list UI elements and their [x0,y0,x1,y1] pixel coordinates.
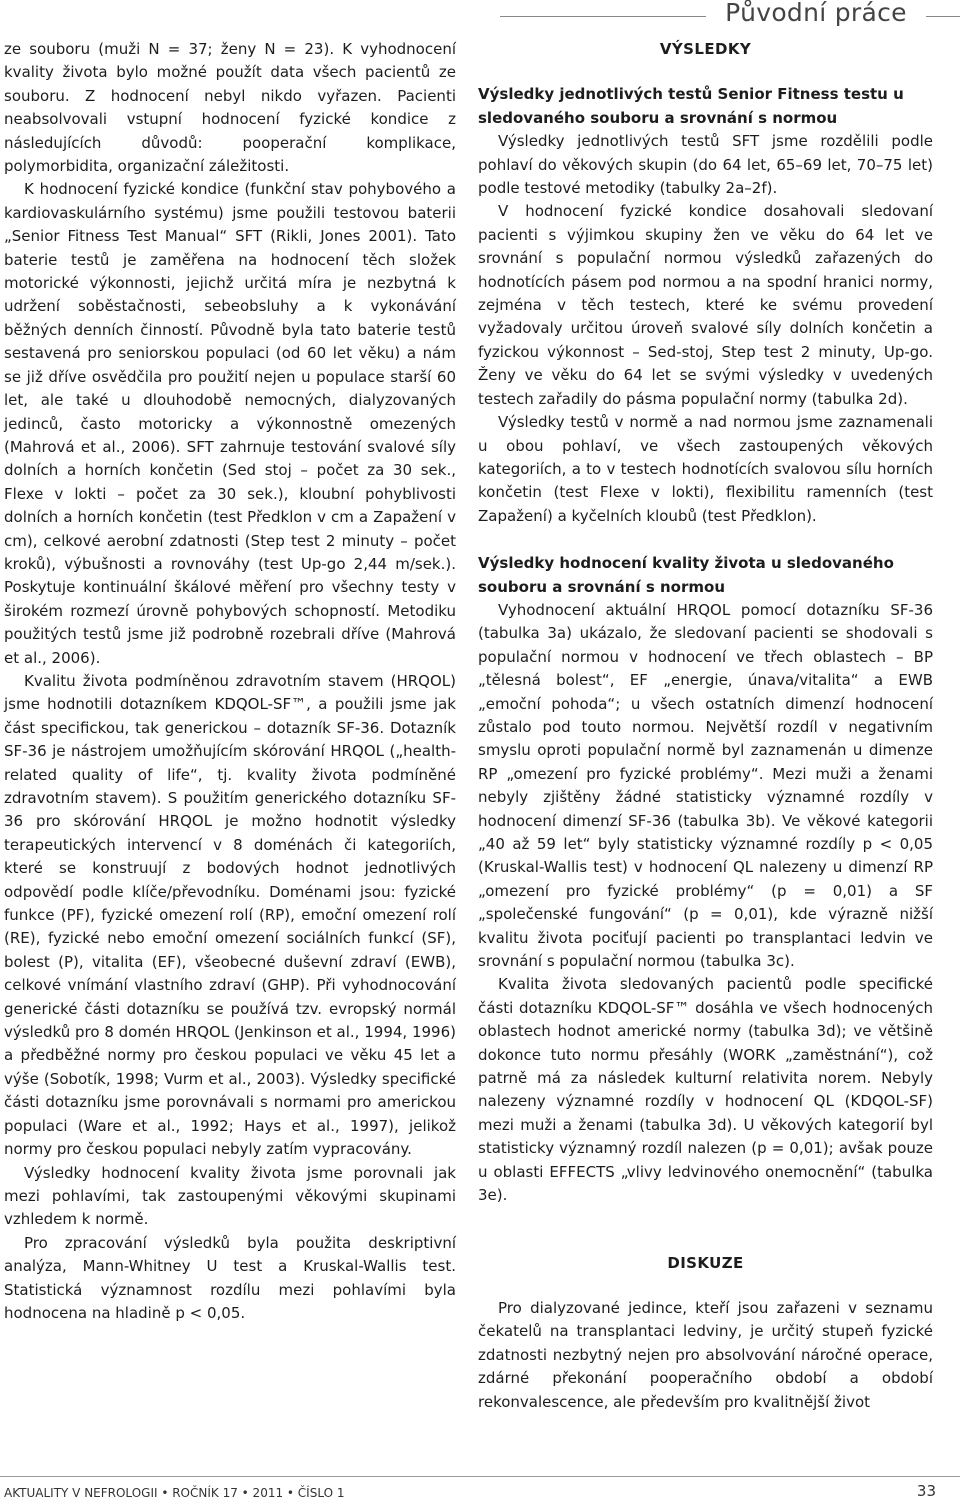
header-rule-left [500,16,706,17]
discussion-heading: DISKUZE [667,1253,744,1272]
discussion-paragraph-1: Pro dialyzované jedince, kteří jsou zařazeni v seznamu čekatelů na transplantaci ledviny, je určitý stupeň fyzické zdatnosti nezbytný nejen pro absolvování náročné operace, zdárné překonání pooperačního období a období rekonvalescence, ale především pro kvalitnější život [478,1298,933,1411]
results-heading: VÝSLEDKY [659,40,752,58]
qol-paragraph-2: Kvalita života sledovaných pacientů podle specifické části dotazníku KDQOL-SF™ dosáhla ve všech hodnocených oblastech hodnot americké normy (tabulka 3d); ve většině dokonce tuto normu přesáhly (WORK „zaměstnání“), což patrně má za následek kulturní relativita norem. Nebyly nalezeny významné rozdíly v hodnocení QL (KDQOL-SF) mezi muži a ženami (tabulka 3d). U věkových kategorií byl statisticky významný rozdíl nalezen (p = 0,01); avšak pouze u oblasti EFFECTS „vlivy ledvinového onemocnění“ (tabulka 3e). [478,975,933,1205]
left-paragraph-3: Kvalitu života podmíněnou zdravotním stavem (HRQOL) jsme hodnotili dotazníkem KDQOL-SF™, a použili jsme jak část specifickou, tak generickou – dotazník SF-36. Dotazník SF-36 je nástrojem umožňujícím skórování HRQOL („health-related quality of life“, tj. kvality života podmíněné zdravotním stavem). S použitím generického dotazníku SF-36 pro skórování HRQOL je možno hodnotit výsledky terapeutických intervencí v 8 doménách či kategoriích, které se konstruují z bodových hodnot jednotlivých odpovědí podle klíče/převodníku. Doménami jsou: fyzické funkce (PF), fyzické omezení rolí (RP), emoční omezení rolí (RE), fyzické nebo emoční omezení sociálních funkcí (SF), bolest (P), vitalita (EF), všeobecné duševní zdraví (EWB), celkové vnímání vlastního zdraví (GHP). Při vyhodnocování generické části dotazníku se používá tzv. evropský normál výsledků pro 8 domén HRQOL (Jenkinson et al., 1994, 1996) a předběžné normy pro českou populaci ve věku 45 let a výše (Sobotík, 1998; Vurm et al., 2003). Výsledky specifické části dotazníku jsme porovnávali s normami pro americkou populaci (Ware et al., 1992; Hays et al., 1997), jelikož normy pro českou populaci nebyly zatím vypracovány. [4,671,456,1159]
results-paragraph-3: Výsledky testů v normě a nad normou jsme zaznamenali u obou pohlaví, ve všech zastoupených věkových kategoriích, a to v testech hodnotících svalovou sílu horních končetin (test Flexe v lokti), flexibilitu ramenních (test Zapažení) a kyčelních kloubů (test Předklon). [478,413,933,525]
section-label: Původní práce [725,0,907,27]
qol-paragraph-1: Vyhodnocení aktuální HRQOL pomocí dotazníku SF-36 (tabulka 3a) ukázalo, že sledovaní pacienti se shodovali s populační normou v hodnocení ve třech oblastech – BP „tělesná bolest“, EF „energie, únava/vitalita“ a EWB „emoční pohoda“; u všech ostatních dimenzí hodnocení zůstalo pod touto normou. Největší rozdíl v negativním smyslu oproti populační normě byl zaznamenán u dimenze RP „omezení pro fyzické problémy“. Mezi muži a ženami nebyly zjištěny žádné statisticky významné rozdíly v hodnocení dimenzí SF-36 (tabulka 3b). Ve věkové kategorii „40 až 59 let“ byly statisticky významné rozdíly p < 0,05 (Kruskal-Wallis test) v hodnocení QL nalezeny u dimenzí RP „omezení pro fyzické problémy“ (p = 0,01) a SF „společenské fungování“ (p = 0,01), kde výrazně nižší kvalitu života pociťují pacienti po transplantaci ledvin ve srovnání s populační normou (tabulka 3c). [478,600,933,971]
header-rule-right [926,16,960,17]
right-column [478,38,933,1414]
left-paragraph-4: Výsledky hodnocení kvality života jsme porovnali jak mezi pohlavími, tak zastoupenými věkovými skupinami vzhledem k normě. [4,1163,456,1229]
left-paragraph-5: Pro zpracování výsledků byla použita deskriptivní analýza, Mann-Whitney U test a Kruskal-Wallis test. Statistická významnost rozdílu mezi pohlavími byla hodnocena na hladině p < 0,05. [4,1233,456,1322]
subsection-1-title: Výsledky jednotlivých testů Senior Fitness testu u sledovaného souboru a srovnání s normou [478,85,904,127]
left-paragraph-2: K hodnocení fyzické kondice (funkční stav pohybového a kardiovaskulárního systému) jsme použili testovou baterii „Senior Fitness Test Manual“ SFT (Rikli, Jones 2001). Tato baterie testů je zaměřena na hodnocení těch složek motorické výkonnosti, jejichž určitá míra je nezbytná k udržení soběstačnosti, sebeobsluhy a k vykonávání běžných denních činností. Původně byla tato baterie testů sestavená pro seniorskou populaci (od 60 let věku) a nám se již dříve osvědčila pro použití nejen u populace starší 60 let, ale také u dlouhodobě nemocných, dialyzovaných jedinců, často motoricky a výkonnostně omezených (Mahrová et al., 2006). SFT zahrnuje testování svalové síly dolních a horních končetin (Sed stoj – počet za 30 sek., Flexe v lokti – počet za 30 sek.), kloubní pohyblivosti dolních a horních končetin (test Předklon v cm a Zapažení v cm), celkové aerobní zdatnosti (Step test 2 minuty – počet kroků), výbušnosti a rovnováhy (test Up-go 2,44 m/sek.). Poskytuje kontinuální škálové měření pro všechny testy v širokém rozmezí úrovně pohybových schopností. Metodiku použitých testů jsme již podrobně rozebrali dříve (Mahrová et al., 2006). [4,180,456,667]
results-paragraph-2: V hodnocení fyzické kondice dosahovali sledovaní pacienti s výjimkou skupiny žen ve věku do 64 let ve srovnání s populační normou výsledků zařazených do hodnotících pásem pod normou a na spodní hranici normy, zejména v těch testech, které ke svému provedení vyžadovaly určitou úroveň svalové síly dolních končetin a fyzickou výkonnost – Sed-stoj, Step test 2 minuty, Up-go. Ženy ve věku do 64 let se svými výsledky v uvedených testech zařadily do pásma populační normy (tabulka 2d). [478,202,933,408]
page-number: 33 [916,1482,936,1500]
left-paragraph-1: ze souboru (muži N = 37; ženy N = 23). K vyhodnocení kvality života bylo možné použít data všech pacientů ze souboru. Z hodnocení nebyl nikdo vyřazen. Pacienti neabsolvovali vstupní hodnocení fyzické kondice z následujících důvodů: pooperační komplikace, polymorbidita, organizační záležitosti. [4,40,456,176]
footer-rule [0,1476,960,1477]
subsection-2-title: Výsledky hodnocení kvality života u sledovaného souboru a srovnání s normou [478,554,894,596]
footer-journal: AKTUALITY V NEFROLOGII • ROČNÍK 17 • 2011 • ČÍSLO 1 [4,1486,345,1500]
results-paragraph-1: Výsledky jednotlivých testů SFT jsme rozdělili podle pohlaví do věkových skupin (do 64 let, 65–69 let, 70–75 let) podle testové metodiky (tabulky 2a–2f). [478,132,933,198]
left-column [4,38,456,1325]
